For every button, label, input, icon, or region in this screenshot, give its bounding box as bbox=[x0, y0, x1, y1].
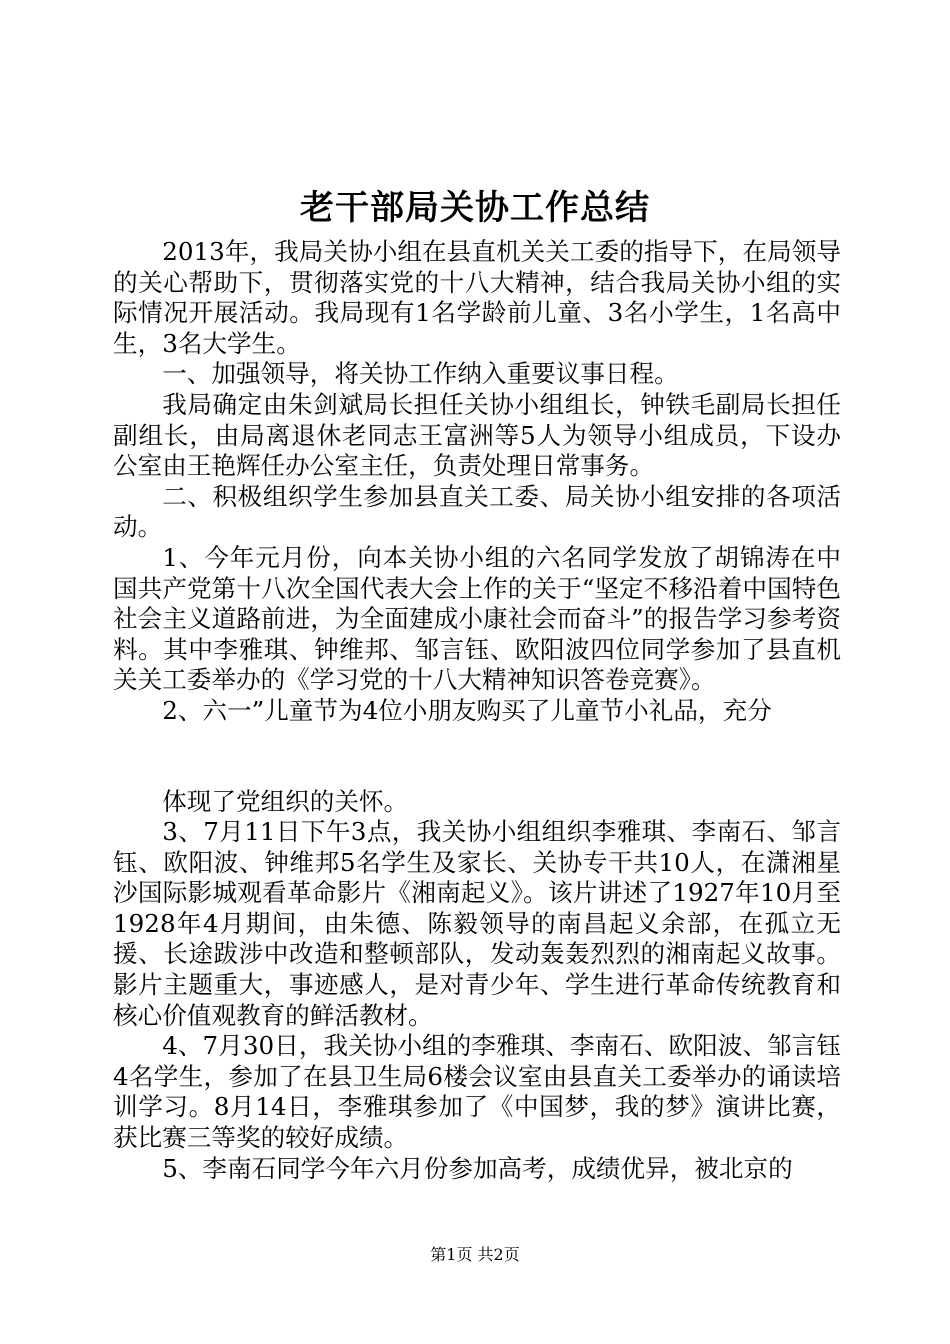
paragraph-item-1: 1、今年元月份，向本关协小组的六名同学发放了胡锦涛在中国共产党第十八次全国代表大会上作的关于“坚定不移沿着中国特色社会主义道路前进，为全面建成小康社会而奋斗”的报告学习参考资料。其中李雅琪、钟维邦、邹言钰、欧阳波四位同学参加了县直机关关工委举办的《学习党的十八大精神知识答卷竞赛》。 bbox=[113, 542, 841, 695]
document-body bbox=[113, 237, 841, 1184]
paragraph-section-2-heading: 二、积极组织学生参加县直关工委、局关协小组安排的各项活动。 bbox=[113, 481, 841, 542]
paragraph-item-2-end: 体现了党组织的关怀。 bbox=[162, 786, 409, 816]
paragraph-intro: 2013年，我局关协小组在县直机关关工委的指导下，在局领导的关心帮助下，贯彻落实党的十八大精神，结合我局关协小组的实际情况开展活动。我局现有1名学龄前儿童、3名小学生，1名高中生，3名大学生。 bbox=[113, 237, 841, 358]
paragraph-gap bbox=[113, 727, 841, 787]
paragraph-item-2-start: 2、六一”儿童节为4位小朋友购买了儿童节小礼品，充分 bbox=[162, 695, 772, 725]
paragraph-item-3: 3、7月11日下午3点，我关协小组组织李雅琪、李南石、邹言钰、欧阳波、钟维邦5名学生及家长、关协专干共10人，在潇湘星沙国际影城观看革命影片《湘南起义》。该片讲述了1927年10月至1928年4月期间，由朱德、陈毅领导的南昌起义余部，在孤立无援、长途跋涉中改造和整顿部队，发动轰轰烈烈的湘南起义故事。影片主题重大，事迹感人，是对青少年、学生进行革命传统教育和核心价值观教育的鲜活教材。 bbox=[113, 817, 841, 1030]
page-footer: 第1页 共2页 bbox=[430, 1245, 520, 1264]
document-title: 老干部局关协工作总结 bbox=[300, 188, 650, 228]
paragraph-leadership: 我局确定由朱剑斌局长担任关协小组组长，钟铁毛副局长担任副组长，由局离退休老同志王富洲等5人为领导小组成员，下设办公室由王艳辉任办公室主任，负责处理日常事务。 bbox=[113, 389, 841, 481]
paragraph-section-1-heading: 一、加强领导，将关协工作纳入重要议事日程。 bbox=[162, 359, 679, 389]
paragraph-item-5-start: 5、李南石同学今年六月份参加高考，成绩优异，被北京的 bbox=[162, 1153, 793, 1183]
paragraph-item-4: 4、7月30日，我关协小组的李雅琪、李南石、欧阳波、邹言钰4名学生，参加了在县卫生局6楼会议室由县直关工委举办的诵读培训学习。8月14日，李雅琪参加了《中国梦，我的梦》演讲比赛，获比赛三等奖的较好成绩。 bbox=[113, 1031, 841, 1153]
